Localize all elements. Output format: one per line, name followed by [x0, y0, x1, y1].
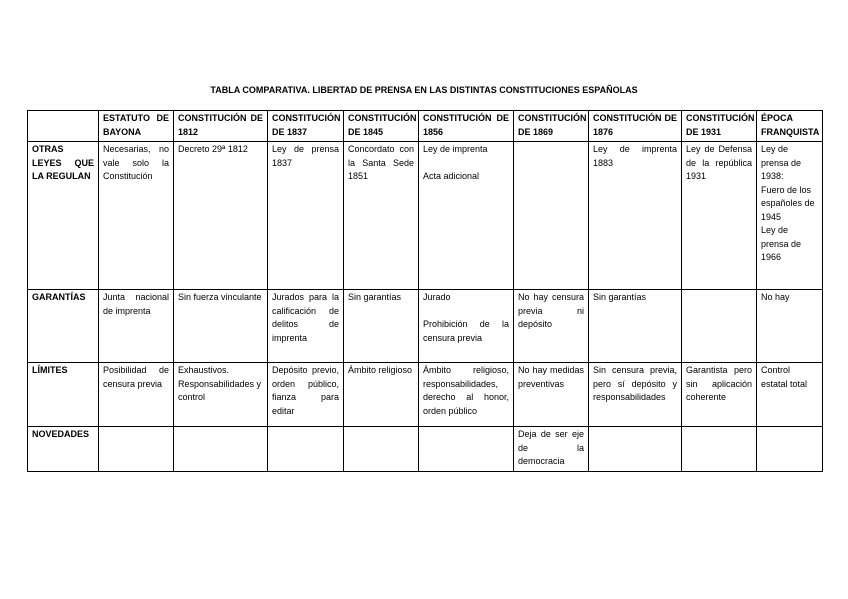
header-epoca-franquista: ÉPOCA FRANQUISTA [757, 111, 823, 142]
comparison-table [27, 110, 823, 472]
cell-line: Prohibición de la censura previa [423, 319, 509, 343]
header-constitucion-1876: CONSTITUCIÓN DE 1876 [589, 111, 682, 142]
row-label-limites: LÍMITES [28, 363, 99, 427]
table-cell [514, 142, 589, 290]
table-cell [589, 427, 682, 472]
table-cell [757, 142, 823, 290]
cell-line: Ley de prensa de 1966 [761, 225, 802, 262]
document-title: TABLA COMPARATIVA. LIBERTAD DE PRENSA EN LAS DISTINTAS CONSTITUCIONES ESPAÑOLAS [210, 85, 638, 95]
table-row [28, 290, 823, 363]
table-row [28, 427, 823, 472]
cell-line: Ley de imprenta [423, 144, 488, 154]
table-cell [174, 427, 268, 472]
table-cell [174, 363, 268, 427]
table-cell: Junta nacional de imprenta [99, 290, 174, 363]
table-row [28, 363, 823, 427]
table-cell: Ley de prensa 1837 [268, 142, 344, 290]
table-cell: Depósito previo, orden público, fianza para editar [268, 363, 344, 427]
table-cell [757, 427, 823, 472]
table-cell: Sin fuerza vinculante [174, 290, 268, 363]
header-estatuto-bayona: ESTATUTO DE BAYONA [99, 111, 174, 142]
table-cell [99, 427, 174, 472]
table-cell [682, 427, 757, 472]
table-cell: Ley de Defensa de la república 1931 [682, 142, 757, 290]
header-constitucion-1869: CONSTITUCIÓN DE 1869 [514, 111, 589, 142]
table-cell: Deja de ser eje de la democracia [514, 427, 589, 472]
table-cell: Necesarias, no vale solo la Constitución [99, 142, 174, 290]
table-row [28, 142, 823, 290]
cell-line: Ley de prensa de 1938: [761, 144, 802, 181]
header-constitucion-1812: CONSTITUCIÓN DE 1812 [174, 111, 268, 142]
header-cell-empty [28, 111, 99, 142]
table-cell [419, 427, 514, 472]
table-cell: Ámbito religioso [344, 363, 419, 427]
table-cell: No hay censura previa ni depósito [514, 290, 589, 363]
table-cell: Ley de imprenta 1883 [589, 142, 682, 290]
table-cell: Jurados para la calificación de delitos de imprenta [268, 290, 344, 363]
header-row [28, 111, 823, 142]
table-cell [419, 290, 514, 363]
table-cell [419, 142, 514, 290]
header-constitucion-1931: CONSTITUCIÓN DE 1931 [682, 111, 757, 142]
cell-line: Exhaustivos. [178, 365, 230, 375]
table-cell: Garantista pero sin aplicación coherente [682, 363, 757, 427]
row-label-garantias: GARANTÍAS [28, 290, 99, 363]
cell-line: Acta adicional [423, 171, 480, 181]
table-cell [268, 427, 344, 472]
header-constitucion-1856: CONSTITUCIÓN DE 1856 [419, 111, 514, 142]
table-cell: Decreto 29ª 1812 [174, 142, 268, 290]
table-cell: Posibilidad de censura previa [99, 363, 174, 427]
table-cell: Sin garantías [589, 290, 682, 363]
cell-line: Jurado [423, 292, 451, 302]
table-cell: Control estatal total [757, 363, 823, 427]
table-cell: No hay [757, 290, 823, 363]
cell-line: Responsabilidades y control [178, 378, 262, 402]
header-constitucion-1837: CONSTITUCIÓN DE 1837 [268, 111, 344, 142]
row-label-otras-leyes: OTRAS LEYES QUE LA REGULAN [28, 142, 99, 290]
header-constitucion-1845: CONSTITUCIÓN DE 1845 [344, 111, 419, 142]
table-cell [344, 427, 419, 472]
table-cell [682, 290, 757, 363]
cell-line: Fuero de los españoles de 1945 [761, 184, 815, 222]
table-cell: Ámbito religioso, responsabilidades, derecho al honor, orden público [419, 363, 514, 427]
table-cell: Concordato con la Santa Sede 1851 [344, 142, 419, 290]
table-cell: Sin censura previa, pero sí depósito y responsabilidades [589, 363, 682, 427]
row-label-novedades: NOVEDADES [28, 427, 99, 472]
table-cell: No hay medidas preventivas [514, 363, 589, 427]
table-cell: Sin garantías [344, 290, 419, 363]
